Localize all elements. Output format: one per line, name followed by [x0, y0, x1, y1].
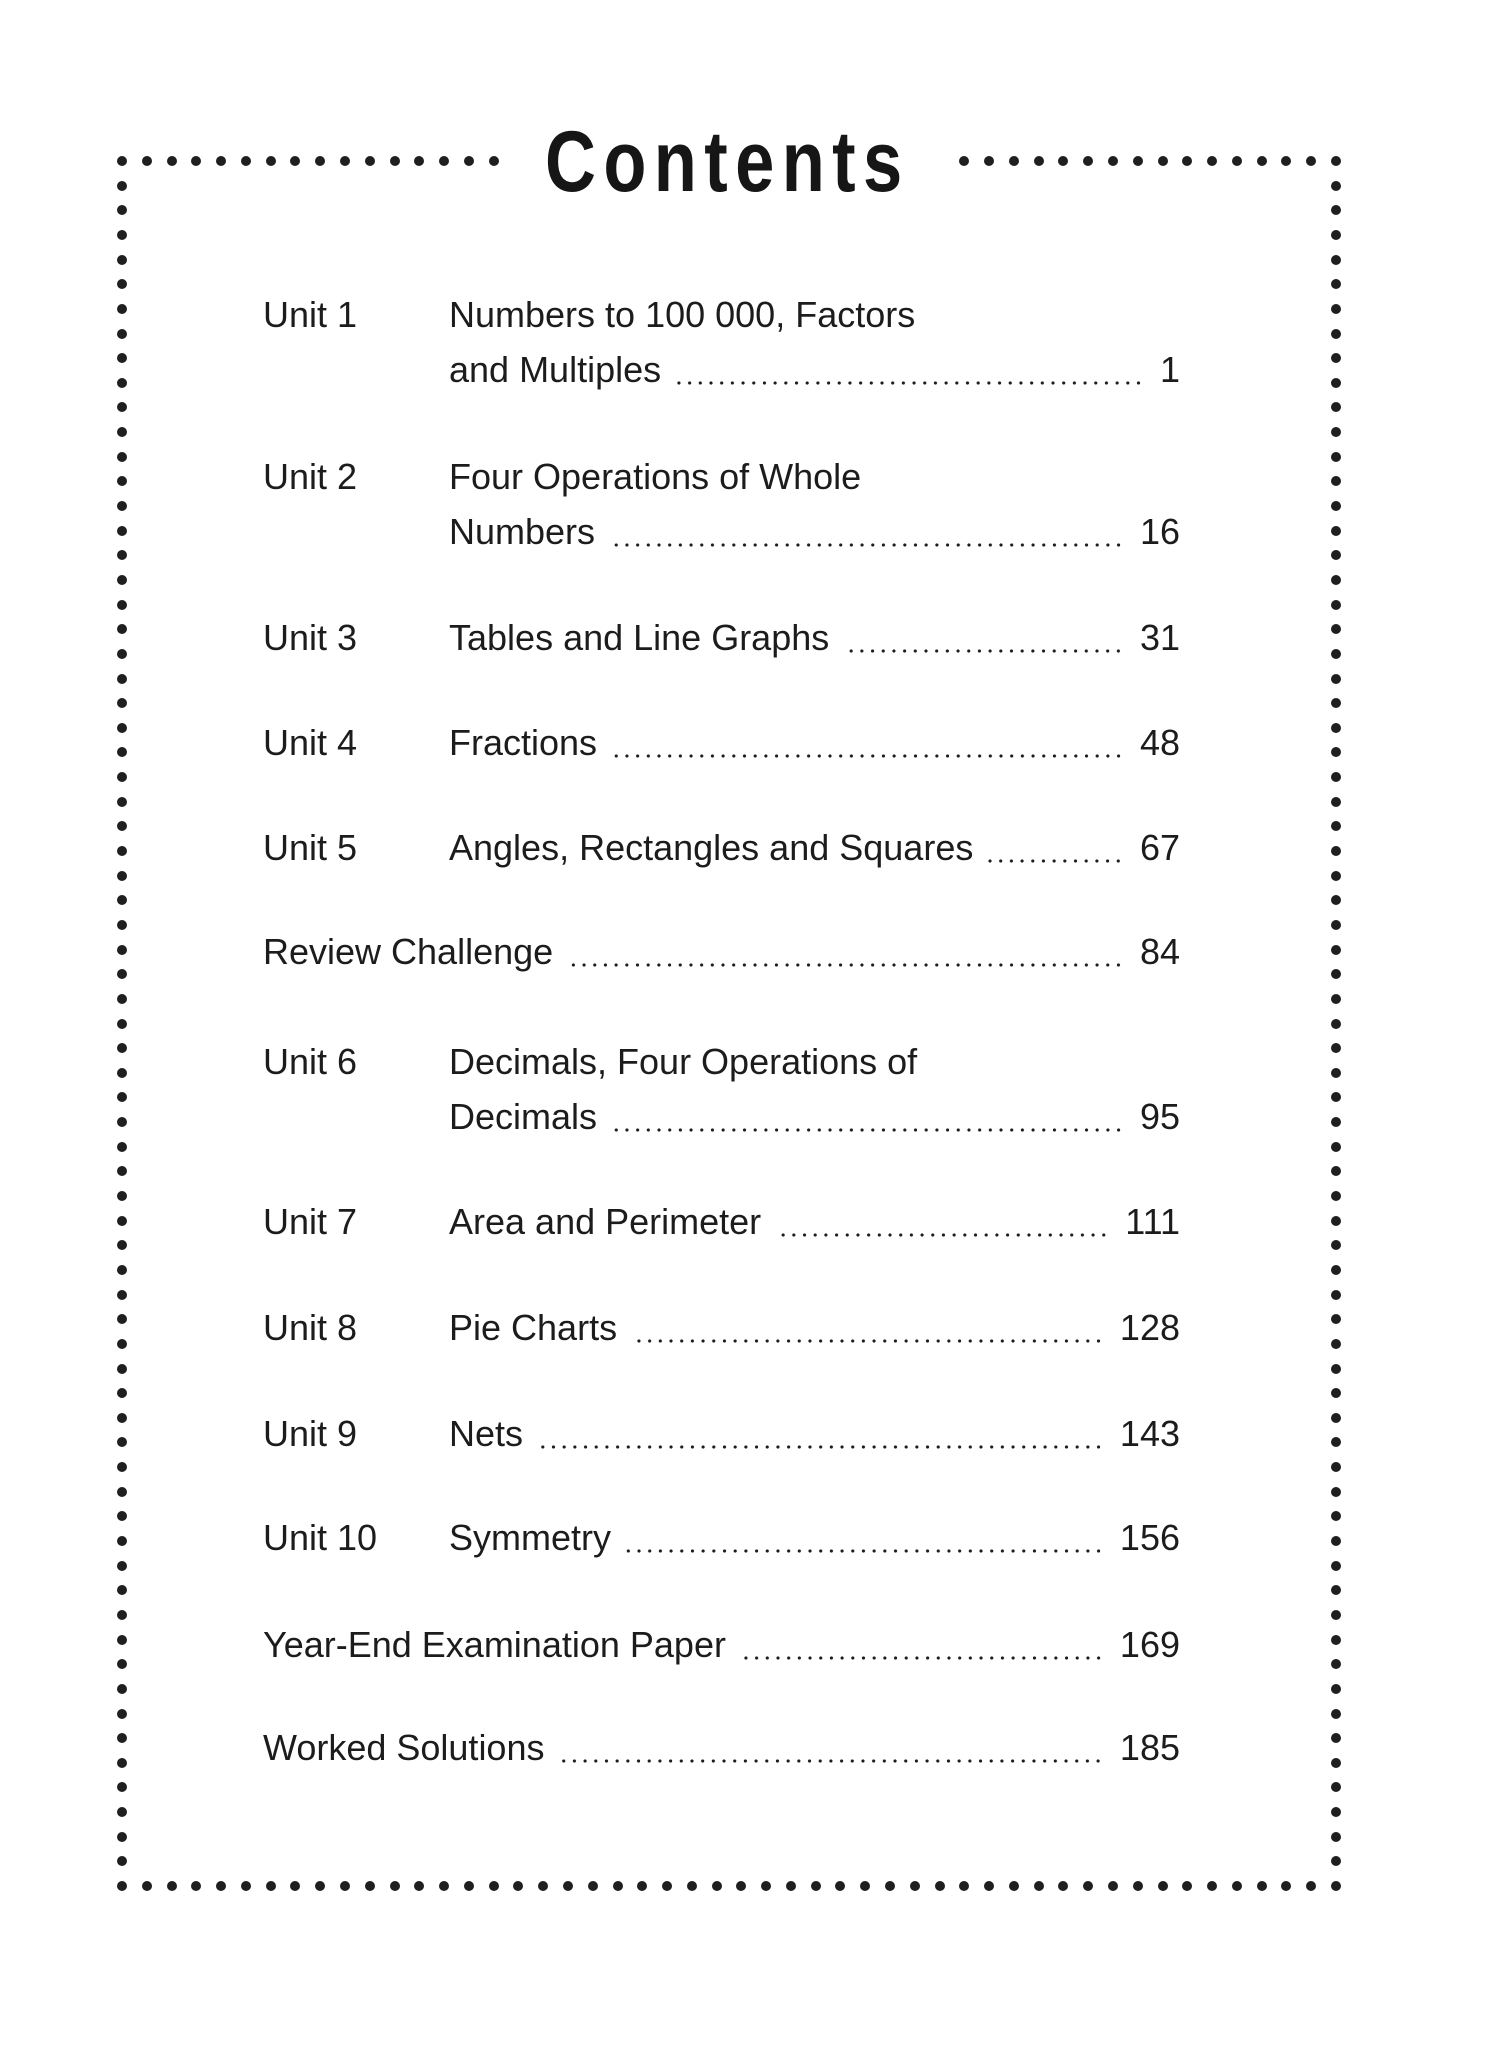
- border-dot-right: [1331, 1290, 1341, 1300]
- border-dot-right: [1331, 550, 1341, 560]
- toc-entry-page-number: 48: [1139, 722, 1180, 763]
- toc-entry-title-line: Year-End Examination Paper: [263, 1624, 726, 1665]
- border-dot-bottom: [290, 1881, 300, 1891]
- border-dot-bottom: [687, 1881, 697, 1891]
- border-dot-right: [1331, 402, 1341, 412]
- border-dot-right: [1331, 1856, 1341, 1866]
- border-dot-bottom: [513, 1881, 523, 1891]
- border-dot-bottom: [340, 1881, 350, 1891]
- border-dot-bottom: [365, 1881, 375, 1891]
- toc-entry-title-line: and Multiples: [449, 349, 662, 390]
- border-dot-right: [1331, 1388, 1341, 1398]
- border-dot-right: [1331, 1413, 1341, 1423]
- border-dot-left: [117, 1339, 127, 1349]
- border-dot-bottom: [712, 1881, 722, 1891]
- border-dot-top: [1133, 156, 1143, 166]
- dot-leader: [775, 1233, 1109, 1237]
- border-dot-left: [117, 329, 127, 339]
- dot-leader: [740, 1656, 1104, 1660]
- toc-entry-page-number: 128: [1119, 1307, 1180, 1348]
- border-dot-left: [117, 920, 127, 930]
- toc-entry-page-number: 1: [1159, 349, 1180, 390]
- border-dot-right: [1331, 1807, 1341, 1817]
- border-dot-left: [117, 821, 127, 831]
- toc-entry-title-line: Nets: [449, 1413, 524, 1454]
- border-dot-bottom: [538, 1881, 548, 1891]
- dot-leader: [611, 1128, 1124, 1132]
- border-dot-right: [1331, 181, 1341, 191]
- border-dot-left: [117, 846, 127, 856]
- border-dot-bottom: [1207, 1881, 1217, 1891]
- border-dot-right: [1331, 1339, 1341, 1349]
- border-dot-left: [117, 1019, 127, 1029]
- border-dot-left: [117, 526, 127, 536]
- border-dot-top: [117, 156, 127, 166]
- toc-entry-unit-4[interactable]: [263, 715, 1180, 770]
- toc-entry-label: Unit 4: [263, 722, 358, 763]
- toc-entry-label: Unit 2: [263, 456, 358, 497]
- toc-entry-unit-10[interactable]: [263, 1510, 1180, 1565]
- border-dot-bottom: [439, 1881, 449, 1891]
- toc-entry-unit-5[interactable]: [263, 820, 1180, 875]
- toc-entry-title-line: Area and Perimeter: [449, 1201, 762, 1242]
- border-dot-left: [117, 304, 127, 314]
- border-dot-left: [117, 1142, 127, 1152]
- border-dot-right: [1331, 1782, 1341, 1792]
- border-dot-left: [117, 353, 127, 363]
- border-dot-left: [117, 550, 127, 560]
- border-dot-bottom: [1331, 1881, 1341, 1891]
- border-dot-right: [1331, 821, 1341, 831]
- toc-entry-label: Unit 1: [263, 294, 358, 335]
- border-dot-left: [117, 969, 127, 979]
- dot-leader: [609, 543, 1124, 547]
- toc-entry-title-line: Angles, Rectangles and Squares: [449, 827, 974, 868]
- toc-entry-page-number: 84: [1139, 931, 1180, 972]
- border-dot-right: [1331, 994, 1341, 1004]
- border-dot-top: [1281, 156, 1291, 166]
- border-dot-bottom: [1182, 1881, 1192, 1891]
- border-dot-right: [1331, 1610, 1341, 1620]
- border-dot-right: [1331, 1019, 1341, 1029]
- border-dot-bottom: [786, 1881, 796, 1891]
- toc-entry-title-line: Numbers to 100 000, Factors: [449, 294, 916, 335]
- border-dot-right: [1331, 353, 1341, 363]
- border-dot-top: [167, 156, 177, 166]
- border-dot-right: [1331, 846, 1341, 856]
- border-dot-top: [1182, 156, 1192, 166]
- page-title: [497, 112, 957, 212]
- border-dot-left: [117, 895, 127, 905]
- border-dot-top: [191, 156, 201, 166]
- border-dot-right: [1331, 427, 1341, 437]
- border-dot-left: [117, 427, 127, 437]
- border-dot-left: [117, 994, 127, 1004]
- border-dot-left: [117, 1782, 127, 1792]
- border-dot-right: [1331, 649, 1341, 659]
- border-dot-left: [117, 1832, 127, 1842]
- border-dot-right: [1331, 624, 1341, 634]
- dot-leader: [625, 1549, 1104, 1553]
- toc-entry-label: Unit 10: [263, 1517, 378, 1558]
- toc-entry-page-number: 169: [1119, 1624, 1180, 1665]
- border-dot-right: [1331, 1265, 1341, 1275]
- border-dot-right: [1331, 304, 1341, 314]
- border-dot-bottom: [1108, 1881, 1118, 1891]
- border-dot-bottom: [835, 1881, 845, 1891]
- border-dot-right: [1331, 1364, 1341, 1374]
- border-dot-top: [984, 156, 994, 166]
- border-dot-left: [117, 205, 127, 215]
- border-dot-bottom: [241, 1881, 251, 1891]
- border-dot-top: [1058, 156, 1068, 166]
- toc-entry-worked-solutions[interactable]: [263, 1720, 1180, 1775]
- border-dot-right: [1331, 698, 1341, 708]
- border-dot-bottom: [142, 1881, 152, 1891]
- border-dot-left: [117, 1240, 127, 1250]
- toc-entry-title-line: Tables and Line Graphs: [449, 617, 830, 658]
- border-dot-left: [117, 747, 127, 757]
- border-dot-top: [266, 156, 276, 166]
- border-dot-right: [1331, 600, 1341, 610]
- toc-entry-review-challenge[interactable]: [263, 924, 1180, 979]
- toc-entry-title-line: Pie Charts: [449, 1307, 618, 1348]
- border-dot-top: [464, 156, 474, 166]
- toc-entry-title-line: Worked Solutions: [263, 1727, 545, 1768]
- border-dot-left: [117, 501, 127, 511]
- toc-entry-unit-8[interactable]: [263, 1300, 1180, 1355]
- border-dot-right: [1331, 476, 1341, 486]
- border-dot-left: [117, 1733, 127, 1743]
- border-dot-left: [117, 1092, 127, 1102]
- border-dot-bottom: [117, 1881, 127, 1891]
- border-dot-left: [117, 1437, 127, 1447]
- toc-entry-title-line: Decimals: [449, 1096, 598, 1137]
- border-dot-bottom: [266, 1881, 276, 1891]
- dot-leader: [675, 381, 1144, 385]
- dot-leader: [537, 1445, 1104, 1449]
- border-dot-bottom: [935, 1881, 945, 1891]
- border-dot-right: [1331, 230, 1341, 240]
- border-dot-bottom: [1009, 1881, 1019, 1891]
- dot-leader: [611, 754, 1124, 758]
- border-dot-bottom: [390, 1881, 400, 1891]
- border-dot-left: [117, 1413, 127, 1423]
- toc-entry-page-number: 111: [1125, 1201, 1180, 1242]
- border-dot-right: [1331, 575, 1341, 585]
- border-dot-left: [117, 600, 127, 610]
- border-dot-top: [1034, 156, 1044, 166]
- border-dot-bottom: [637, 1881, 647, 1891]
- border-dot-left: [117, 1265, 127, 1275]
- border-dot-left: [117, 1314, 127, 1324]
- border-dot-left: [117, 1758, 127, 1768]
- border-dot-left: [117, 698, 127, 708]
- border-dot-top: [1108, 156, 1118, 166]
- border-dot-right: [1331, 1536, 1341, 1546]
- border-dot-top: [1257, 156, 1267, 166]
- border-dot-top: [216, 156, 226, 166]
- border-dot-right: [1331, 501, 1341, 511]
- border-dot-right: [1331, 772, 1341, 782]
- toc-entry-page-number: 143: [1119, 1413, 1180, 1454]
- border-dot-left: [117, 1585, 127, 1595]
- dot-leader: [558, 1759, 1103, 1763]
- toc-entry-label: Unit 8: [263, 1307, 358, 1348]
- dot-leader: [567, 963, 1124, 967]
- border-dot-left: [117, 1290, 127, 1300]
- border-dot-right: [1331, 205, 1341, 215]
- border-dot-right: [1331, 674, 1341, 684]
- border-dot-top: [290, 156, 300, 166]
- border-dot-left: [117, 649, 127, 659]
- toc-entry-title-line: Four Operations of Whole: [449, 456, 862, 497]
- toc-entry-title-line: Review Challenge: [263, 931, 554, 972]
- border-dot-bottom: [1158, 1881, 1168, 1891]
- page-title-text: Contents: [544, 114, 910, 210]
- toc-entry-unit-3[interactable]: [263, 610, 1180, 665]
- border-dot-left: [117, 1068, 127, 1078]
- border-dot-left: [117, 1684, 127, 1694]
- toc-entry-title-line: Symmetry: [449, 1517, 611, 1558]
- border-dot-right: [1331, 797, 1341, 807]
- toc-entry-page-number: 67: [1139, 827, 1180, 868]
- border-dot-bottom: [1083, 1881, 1093, 1891]
- border-dot-top: [1232, 156, 1242, 166]
- dot-leader: [987, 859, 1124, 863]
- border-dot-right: [1331, 871, 1341, 881]
- toc-entry-label: Unit 5: [263, 827, 358, 868]
- border-dot-bottom: [489, 1881, 499, 1891]
- border-dot-left: [117, 624, 127, 634]
- border-dot-left: [117, 1364, 127, 1374]
- border-dot-bottom: [1034, 1881, 1044, 1891]
- toc-entry-page-number: 95: [1139, 1096, 1180, 1137]
- border-dot-left: [117, 1511, 127, 1521]
- border-dot-left: [117, 452, 127, 462]
- border-dot-left: [117, 1659, 127, 1669]
- border-dot-bottom: [1281, 1881, 1291, 1891]
- border-dot-left: [117, 797, 127, 807]
- border-dot-right: [1331, 1709, 1341, 1719]
- border-dot-left: [117, 1216, 127, 1226]
- border-dot-right: [1331, 279, 1341, 289]
- toc-entry-year-end-examination[interactable]: [263, 1617, 1180, 1672]
- border-dot-bottom: [216, 1881, 226, 1891]
- toc-entry-unit-1[interactable]: [263, 287, 1180, 397]
- border-dot-bottom: [1257, 1881, 1267, 1891]
- border-dot-bottom: [1133, 1881, 1143, 1891]
- border-dot-bottom: [885, 1881, 895, 1891]
- border-dot-right: [1331, 945, 1341, 955]
- border-dot-right: [1331, 452, 1341, 462]
- border-dot-right: [1331, 1068, 1341, 1078]
- border-dot-left: [117, 1635, 127, 1645]
- toc-entry-label: Unit 6: [263, 1041, 358, 1082]
- border-dot-bottom: [736, 1881, 746, 1891]
- border-dot-bottom: [811, 1881, 821, 1891]
- border-dot-top: [1306, 156, 1316, 166]
- toc-entry-label: Unit 7: [263, 1201, 358, 1242]
- border-dot-left: [117, 255, 127, 265]
- border-dot-right: [1331, 1561, 1341, 1571]
- border-dot-left: [117, 1166, 127, 1176]
- toc-entry-unit-9[interactable]: [263, 1406, 1180, 1461]
- border-dot-right: [1331, 1191, 1341, 1201]
- border-dot-top: [365, 156, 375, 166]
- border-dot-left: [117, 575, 127, 585]
- toc-entry-page-number: 31: [1139, 617, 1180, 658]
- border-dot-right: [1331, 1142, 1341, 1152]
- border-dot-left: [117, 1487, 127, 1497]
- border-dot-right: [1331, 1117, 1341, 1127]
- border-dot-bottom: [1306, 1881, 1316, 1891]
- toc-entry-page-number: 16: [1139, 511, 1180, 552]
- border-dot-right: [1331, 1758, 1341, 1768]
- border-dot-left: [117, 1191, 127, 1201]
- border-dot-bottom: [588, 1881, 598, 1891]
- border-dot-right: [1331, 969, 1341, 979]
- border-dot-top: [414, 156, 424, 166]
- toc-entry-unit-6[interactable]: [263, 1034, 1180, 1144]
- toc-entry-title-line: Fractions: [449, 722, 598, 763]
- border-dot-left: [117, 1561, 127, 1571]
- border-dot-left: [117, 1807, 127, 1817]
- border-dot-top: [1207, 156, 1217, 166]
- border-dot-bottom: [563, 1881, 573, 1891]
- border-dot-bottom: [761, 1881, 771, 1891]
- border-dot-right: [1331, 895, 1341, 905]
- border-dot-top: [390, 156, 400, 166]
- border-dot-left: [117, 402, 127, 412]
- border-dot-right: [1331, 1684, 1341, 1694]
- border-dot-right: [1331, 1511, 1341, 1521]
- border-dot-left: [117, 772, 127, 782]
- border-dot-right: [1331, 1166, 1341, 1176]
- toc-entry-label: Unit 9: [263, 1413, 358, 1454]
- border-dot-right: [1331, 1462, 1341, 1472]
- border-dot-right: [1331, 920, 1341, 930]
- border-dot-bottom: [1232, 1881, 1242, 1891]
- border-dot-right: [1331, 1437, 1341, 1447]
- border-dot-right: [1331, 1092, 1341, 1102]
- border-dot-bottom: [910, 1881, 920, 1891]
- border-dot-top: [439, 156, 449, 166]
- border-dot-bottom: [984, 1881, 994, 1891]
- border-dot-right: [1331, 1043, 1341, 1053]
- border-dot-right: [1331, 1216, 1341, 1226]
- toc-entry-page-number: 156: [1119, 1517, 1180, 1558]
- border-dot-bottom: [414, 1881, 424, 1891]
- border-dot-top: [1083, 156, 1093, 166]
- toc-entry-label: Unit 3: [263, 617, 358, 658]
- border-dot-left: [117, 230, 127, 240]
- border-dot-bottom: [315, 1881, 325, 1891]
- border-dot-right: [1331, 723, 1341, 733]
- border-dot-left: [117, 1388, 127, 1398]
- toc-entry-title-line: Decimals, Four Operations of: [449, 1041, 918, 1082]
- border-dot-left: [117, 1117, 127, 1127]
- border-dot-left: [117, 1536, 127, 1546]
- border-dot-right: [1331, 1659, 1341, 1669]
- border-dot-right: [1331, 747, 1341, 757]
- dot-leader: [843, 649, 1124, 653]
- toc-entry-unit-2[interactable]: [263, 449, 1180, 559]
- border-dot-left: [117, 1709, 127, 1719]
- dot-leader: [631, 1339, 1104, 1343]
- border-dot-bottom: [613, 1881, 623, 1891]
- toc-entry-unit-7[interactable]: [263, 1194, 1180, 1249]
- border-dot-right: [1331, 1585, 1341, 1595]
- border-dot-bottom: [662, 1881, 672, 1891]
- border-dot-bottom: [959, 1881, 969, 1891]
- border-dot-right: [1331, 1487, 1341, 1497]
- border-dot-right: [1331, 1635, 1341, 1645]
- border-dot-top: [315, 156, 325, 166]
- border-dot-top: [241, 156, 251, 166]
- border-dot-right: [1331, 1240, 1341, 1250]
- border-dot-left: [117, 378, 127, 388]
- border-dot-left: [117, 871, 127, 881]
- border-dot-bottom: [860, 1881, 870, 1891]
- border-dot-bottom: [167, 1881, 177, 1891]
- border-dot-right: [1331, 1314, 1341, 1324]
- border-dot-left: [117, 476, 127, 486]
- border-dot-right: [1331, 526, 1341, 536]
- toc-entry-page-number: 185: [1119, 1727, 1180, 1768]
- border-dot-left: [117, 723, 127, 733]
- border-dot-left: [117, 1610, 127, 1620]
- border-dot-left: [117, 1043, 127, 1053]
- border-dot-bottom: [464, 1881, 474, 1891]
- border-dot-right: [1331, 1733, 1341, 1743]
- border-dot-left: [117, 674, 127, 684]
- border-dot-left: [117, 181, 127, 191]
- border-dot-left: [117, 1462, 127, 1472]
- border-dot-right: [1331, 329, 1341, 339]
- border-dot-left: [117, 945, 127, 955]
- border-dot-top: [142, 156, 152, 166]
- border-dot-bottom: [191, 1881, 201, 1891]
- border-dot-top: [1158, 156, 1168, 166]
- border-dot-bottom: [1058, 1881, 1068, 1891]
- border-dot-top: [1009, 156, 1019, 166]
- border-dot-top: [340, 156, 350, 166]
- border-dot-right: [1331, 378, 1341, 388]
- border-dot-top: [1331, 156, 1341, 166]
- border-dot-top: [959, 156, 969, 166]
- border-dot-right: [1331, 1832, 1341, 1842]
- toc-entry-title-line: Numbers: [449, 511, 596, 552]
- border-dot-right: [1331, 255, 1341, 265]
- border-dot-left: [117, 1856, 127, 1866]
- border-dot-left: [117, 279, 127, 289]
